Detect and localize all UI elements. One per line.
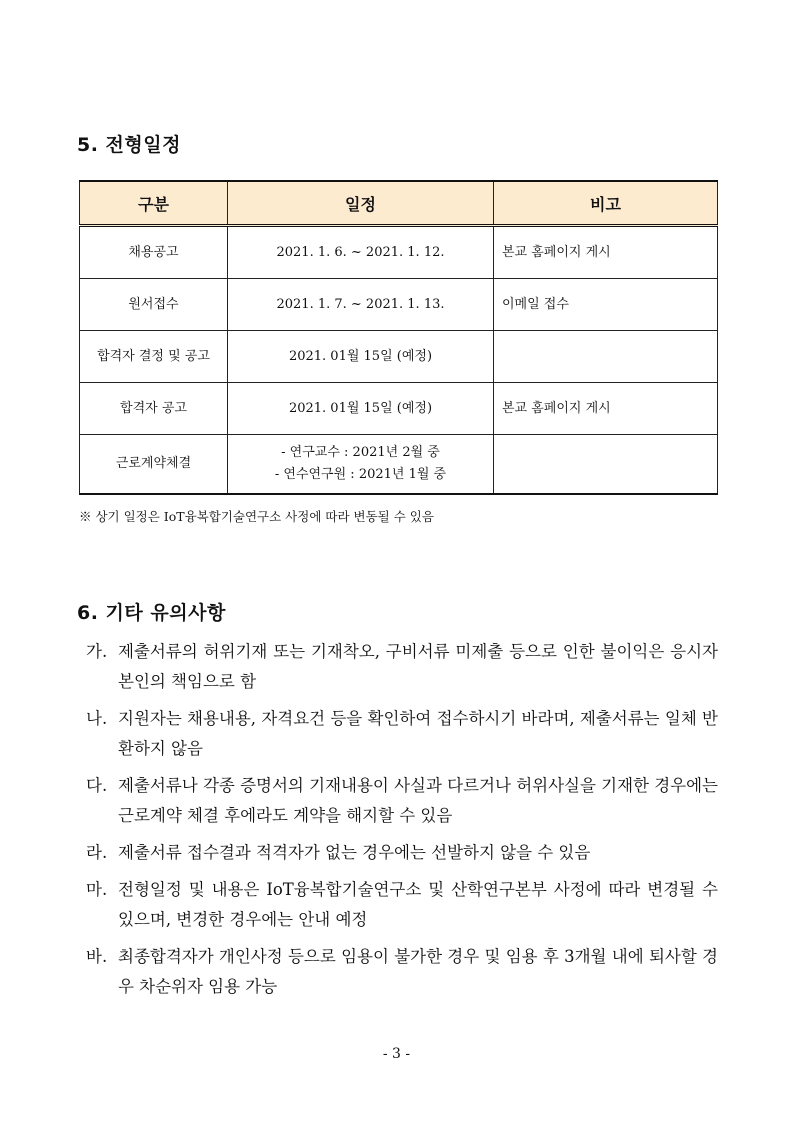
item-text: 제출서류나 각종 증명서의 기재내용이 사실과 다르거나 허위사실을 기재한 경우에는 근로계약 체결 후에라도 계약을 해지할 수 있음: [118, 776, 718, 825]
list-item: [86, 637, 718, 697]
list-item: [86, 771, 718, 831]
item-marker: 다.: [86, 776, 108, 795]
item-text: 전형일정 및 내용은 IoT융복합기술연구소 및 산학연구본부 사정에 따라 변경될 수 있으며, 변경한 경우에는 안내 예정: [118, 880, 718, 929]
list-item: [86, 704, 718, 764]
header-category: 구분: [80, 181, 228, 226]
item-marker: 라.: [86, 843, 108, 862]
row-schedule: 2021. 01월 15일 (예정): [228, 331, 494, 383]
row-note: 본교 홈페이지 게시: [494, 383, 718, 435]
header-schedule: 일정: [228, 181, 494, 226]
table-header-row: [80, 181, 718, 226]
item-text: 제출서류 접수결과 적격자가 없는 경우에는 선발하지 않을 수 있음: [118, 843, 591, 862]
row-note: 이메일 접수: [494, 279, 718, 331]
row-note: [494, 435, 718, 495]
header-note: 비고: [494, 181, 718, 226]
item-text: 지원자는 채용내용, 자격요건 등을 확인하여 접수하시기 바라며, 제출서류는 일체 반환하지 않음: [118, 709, 718, 758]
row-schedule: 2021. 1. 7. ~ 2021. 1. 13.: [228, 279, 494, 331]
item-marker: 나.: [86, 709, 108, 728]
list-item: [86, 942, 718, 1002]
row-schedule: 2021. 01월 15일 (예정): [228, 383, 494, 435]
table-row: [80, 226, 718, 279]
item-marker: 바.: [86, 947, 108, 966]
table-row: [80, 331, 718, 383]
schedule-table: [79, 180, 718, 495]
list-item: [86, 838, 718, 868]
table-row: [80, 279, 718, 331]
row-category: 합격자 결정 및 공고: [80, 331, 228, 383]
row-note: [494, 331, 718, 383]
section-5-title: 5. 전형일정: [77, 134, 181, 156]
section-6-title: 6. 기타 유의사항: [77, 602, 226, 624]
schedule-footnote: ※ 상기 일정은 IoT융복합기술연구소 사정에 따라 변동될 수 있음: [79, 509, 434, 524]
row-category: 합격자 공고: [80, 383, 228, 435]
row-category: 원서접수: [80, 279, 228, 331]
table-row: [80, 383, 718, 435]
schedule-line-research-professor: - 연구교수 : 2021년 2월 중: [281, 445, 440, 460]
table-row: [80, 435, 718, 495]
notice-list: [86, 637, 718, 1009]
row-category: 근로계약체결: [80, 435, 228, 495]
schedule-line-postdoc: - 연수연구원 : 2021년 1월 중: [274, 467, 447, 482]
row-note: 본교 홈페이지 게시: [494, 226, 718, 279]
item-text: 제출서류의 허위기재 또는 기재착오, 구비서류 미제출 등으로 인한 불이익은 응시자 본인의 책임으로 함: [118, 642, 718, 691]
row-schedule: 2021. 1. 6. ~ 2021. 1. 12.: [228, 226, 494, 279]
item-marker: 가.: [86, 642, 108, 661]
item-text: 최종합격자가 개인사정 등으로 임용이 불가한 경우 및 임용 후 3개월 내에 퇴사할 경우 차순위자 임용 가능: [118, 947, 718, 996]
page-number: - 3 -: [382, 1046, 411, 1062]
row-category: 채용공고: [80, 226, 228, 279]
row-schedule: [228, 435, 494, 495]
item-marker: 마.: [86, 880, 108, 899]
list-item: [86, 875, 718, 935]
